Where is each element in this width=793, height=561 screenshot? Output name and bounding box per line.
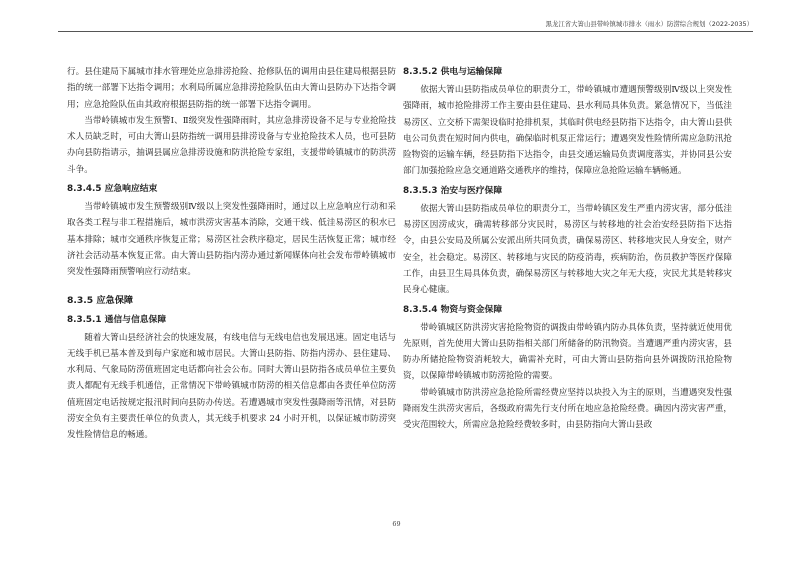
paragraph: 随着大箐山县经济社会的快速发展，有线电信与无线电信也发展迅速。固定电话与无线手机已基本普及到每户家庭和城市居民。大箐山县防指、防指内涝办、县住建局、水利局、气象局防涝值班固定电话都向社会公布。同时大箐山县防指各成员单位主要负责人都配有无线手机通信，正常情况下带岭镇城市防涝的相关信息都由各责任单位防涝值班固定电话按规定报汛时间向县防办传送。若遭遇城市突发性强降雨等汛情，对县防涝安全负有主要责任单位的负责人，其无线手机要求 24 小时开机，以保证城市防涝突发性险情信息的畅通。	[67, 332, 396, 441]
section-heading: 8.3.4.5 应急响应结束	[67, 184, 158, 195]
paragraph: 带岭镇城区防洪涝灾害抢险物资的调拨由带岭镇内防办具体负责，坚持就近使用优先原则，首先使用大箐山县防指相关部门所储备的防汛物资。当遭遇严重内涝灾害，县防办所储抢险物资消耗较大，确需补充时，可由大箐山县防指向县外调拨防汛抢险物资，以保障带岭镇城市防涝抢险的需要。	[403, 322, 732, 382]
paragraph: 依据大箐山县防指成员单位的职责分工，当带岭镇区发生严重内涝灾害，部分低洼易涝区因涝成灾，确需转移部分灾民时，易涝区与转移地的社会治安经县防指下达指令，由县公安局及所属公安派出所共同负责，确保易涝区、转移地灾民人身安全，财产安全，社会稳定。易涝区、转移地与灾民的防疫消毒，疾病防治，伤员救护等医疗保障工作，由县卫生局具体负责，确保易涝区与转移地大灾之年无大疫，灾民尤其是转移灾民身心健康。	[403, 203, 732, 296]
paragraph: 依据大箐山县防指成员单位的职责分工，带岭镇城市遭遇预警级别Ⅳ级以上突发性强降雨，城市抢险排涝工作主要由县住建局、县水利局具体负责。紧急情况下，当低洼易涝区、立交桥下需架设临时抢排机泵，其临时供电经县防指下达指令，由大箐山县供电公司负责在短时间内供电，确保临时机泵正常运行；遭遇突发性险情所需应急防汛抢险物资的运输车辆，经县防指下达指令，由县交通运输局负责调度落实，并协同县公安部门加强抢险应急交通道路交通秩序的维持，保障应急抢险运输车辆畅通。	[403, 85, 732, 177]
page-number: 69	[392, 520, 401, 528]
section-heading: 8.3.5 应急保障	[67, 294, 134, 306]
right-column	[403, 64, 732, 434]
section-heading: 8.3.5.4 物资与资金保障	[403, 304, 503, 315]
left-column	[67, 64, 396, 444]
paragraph: 带岭镇城市防洪涝应急抢险所需经费应坚持以块投入为主的原则，当遭遇突发性强降雨发生洪涝灾害后，各级政府需先行支付所在地应急抢险经费。确因内涝灾害严重，受灾范围较大，所需应急抢险经费较多时，由县防指向大箐山县政	[403, 387, 732, 431]
page-header: 黑龙江省大箐山县带岭镇城市排水（雨水）防涝综合规划（2022-2035）	[545, 20, 753, 28]
paragraph: 当带岭镇城市发生预警Ⅰ、Ⅱ级突发性强降雨时，其应急排涝设备不足与专业抢险技术人员缺乏时，可由大箐山县防指统一调用县排涝设备与专业抢险技术人员，也可县防办向县防指请示，抽调县属应急排涝设施和防洪抢险专家组，支援带岭镇城市的防洪涝斗争。	[67, 115, 396, 175]
header-rule	[58, 31, 753, 32]
paragraph: 行。县住建局下属城市排水管理处应急排涝抢险、抢修队伍的调用由县住建局根据县防指的统一部署下达指令调用；水利局所属应急排涝抢险队伍由大箐山县防办下达指令调用；应急抢险队伍由其政府根据县防指的统一部署下达指令调用。	[67, 67, 396, 110]
section-heading: 8.3.5.1 通信与信息保障	[67, 314, 167, 325]
paragraph: 当带岭镇城市发生预警级别Ⅳ级以上突发性强降雨时，通过以上应急响应行动和采取各类工程与非工程措施后，城市洪涝灾害基本消除，交通干线、低洼易涝区的积水已基本排除；城市交通秩序恢复正常；易涝区社会秩序稳定，居民生活恢复正常；城市经济社会活动基本恢复正常。由大箐山县防指内涝办通过新闻媒体向社会发布带岭镇城市突发性强降雨预警响应行动结束。	[67, 202, 396, 278]
section-heading: 8.3.5.2 供电与运输保障	[403, 67, 503, 77]
section-heading: 8.3.5.3 治安与医疗保障	[403, 185, 503, 196]
